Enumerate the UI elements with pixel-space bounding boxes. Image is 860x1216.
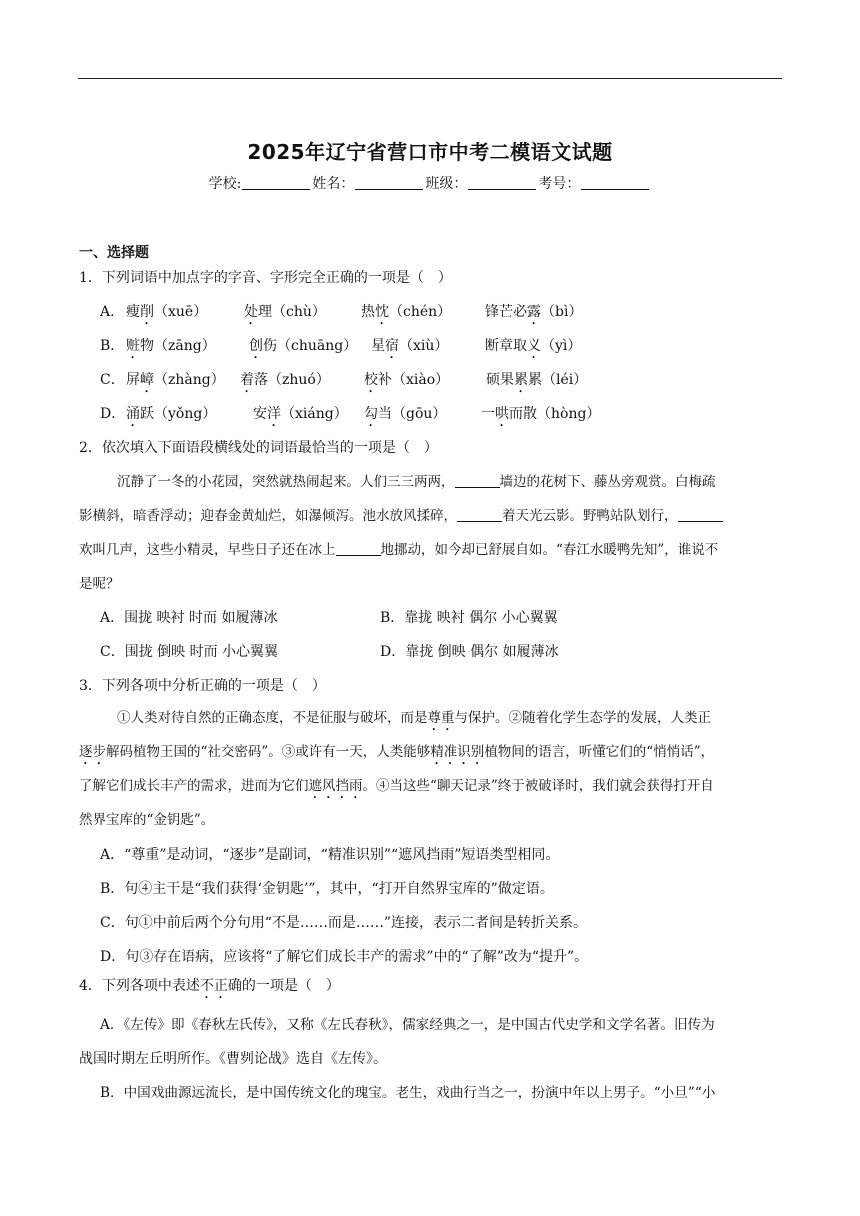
q1-option-c-label: C．: [100, 372, 125, 388]
question-4-stem: 4．下列各项中表述不正确的一项是（ ）: [79, 978, 340, 994]
class-label: 班级：: [425, 176, 468, 192]
q2-option-a: A．围拢 映衬 时而 如履薄冰: [100, 610, 278, 626]
q2-option-d: D．靠拢 倒映 偶尔 如履薄冰: [380, 644, 559, 660]
section-title: 一、选择题: [79, 245, 149, 261]
q3-passage-line-3: 了解它们成长丰产的需求，进而为它们遮风挡雨。④当这些“聊天记录”终于被破译时，我们就会获得打开自: [79, 778, 714, 794]
q1-d-word-3: 勾当（gōu）: [364, 406, 447, 422]
q1-a-word-3: 热忱（chén）: [361, 304, 452, 320]
q1-option-d-label: D．: [100, 406, 126, 422]
q1-b-word-4: 断章取义（yì）: [485, 338, 582, 354]
q1-c-word-2: 着落（zhuó）: [240, 372, 330, 388]
exam-no-blank[interactable]: [581, 177, 649, 190]
q1-c-word-3: 校补（xiào）: [364, 372, 450, 388]
q3-option-d: D．句③存在语病，应该将“了解它们成长丰产的需求”中的“了解”改为“提升”。: [100, 949, 589, 965]
name-blank[interactable]: [355, 177, 423, 190]
q2-blank-4[interactable]: [336, 541, 381, 556]
q1-option-b-label: B．: [100, 338, 125, 354]
q3-passage-line-2: 逐步解码植物王国的“社交密码”。③或许有一天，人类能够精准识别植物间的语言，听懂它们的“悄悄话”，: [79, 744, 715, 760]
q2-option-b: B．靠拢 映衬 偶尔 小心翼翼: [380, 610, 558, 626]
school-blank[interactable]: [242, 177, 310, 190]
q3-passage-line-1: ①人类对待自然的正确态度，不是征服与破坏，而是尊重与保护。②随着化学生态学的发展，人类正: [117, 710, 711, 726]
q2-option-c: C．围拢 倒映 时而 小心翼翼: [100, 644, 279, 660]
q1-d-word-1: 涌跃（yǒng）: [126, 406, 217, 422]
student-info-line: [0, 173, 860, 193]
q2-blank-3[interactable]: [678, 507, 723, 522]
q1-d-word-2: 安洋（xiáng）: [253, 406, 348, 422]
page-title: 2025年辽宁省营口市中考二模语文试题: [247, 140, 613, 164]
q1-d-word-4: 一哄而散（hòng）: [481, 406, 601, 422]
q1-a-word-2: 处理（chù）: [244, 304, 326, 320]
q4-option-b-line-1: B．中国戏曲源远流长，是中国传统文化的瑰宝。老生，戏曲行当之一，扮演中年以上男子。“小旦”“小: [100, 1085, 716, 1101]
name-label: 姓名：: [312, 176, 355, 192]
q3-option-b: B．句④主干是“我们获得‘金钥匙’”，其中，“打开自然界宝库的”做定语。: [100, 881, 554, 897]
q4-option-a-line-2: 战国时期左丘明所作。《曹刿论战》选自《左传》。: [79, 1051, 387, 1067]
q1-a-word-4: 锋芒必露（bì）: [485, 304, 583, 320]
q2-blank-2[interactable]: [457, 507, 502, 522]
q2-passage-line-2: 影横斜，暗香浮动；迎春金黄灿烂，如瀑倾泻。池水放风揉碎， 着天光云影。野鸭站队划行，: [79, 506, 782, 526]
q3-option-c: C．句①中前后两个分句用“不是……而是……”连接，表示二者间是转折关系。: [100, 915, 588, 931]
school-label: 学校:: [208, 176, 242, 192]
q1-a-word-1: 瘦削（xuē）: [126, 304, 208, 320]
class-blank[interactable]: [468, 177, 536, 190]
q1-b-word-3: 星宿（xiù）: [371, 338, 449, 354]
q2-passage-line-4: 是呢？: [79, 576, 120, 592]
q1-option-a-label: A．: [100, 304, 125, 320]
q2-blank-1[interactable]: [455, 473, 500, 488]
q1-c-word-4: 硕果累累（léi）: [486, 372, 588, 388]
q2-passage-line-3: 欢叫几声，这些小精灵，早些日子还在冰上 地挪动，如今却已舒展自如。“春江水暖鸭先知”，谁说不: [79, 542, 719, 558]
q2-passage-line-1: 沉静了一冬的小花园，突然就热闹起来。人们三三两两， 墙边的花树下、藤丛旁观赏。白梅疏: [117, 474, 716, 490]
q4-option-a-line-1: A．《左传》即《春秋左氏传》，又称《左氏春秋》，儒家经典之一，是中国古代史学和文学名著。旧传为: [100, 1017, 715, 1033]
question-1-stem: 1．下列词语中加点字的字音、字形完全正确的一项是（ ）: [79, 270, 452, 286]
q1-b-word-2: 创伤（chuāng）: [249, 338, 358, 354]
q3-option-a: A．“尊重”是动词，“逐步”是副词，“精准识别”“遮风挡雨”短语类型相同。: [100, 847, 560, 863]
q3-passage-line-4: 然界宝库的“金钥匙”。: [79, 812, 215, 828]
q1-c-word-1: 屏嶂（zhàng）: [126, 372, 225, 388]
top-rule: [78, 78, 782, 79]
question-2-stem: 2．依次填入下面语段横线处的词语最恰当的一项是（ ）: [79, 440, 438, 456]
question-3-stem: 3．下列各项中分析正确的一项是（ ）: [79, 678, 326, 694]
q1-b-word-1: 赃物（zāng）: [126, 338, 216, 354]
exam-no-label: 考号：: [538, 176, 581, 192]
